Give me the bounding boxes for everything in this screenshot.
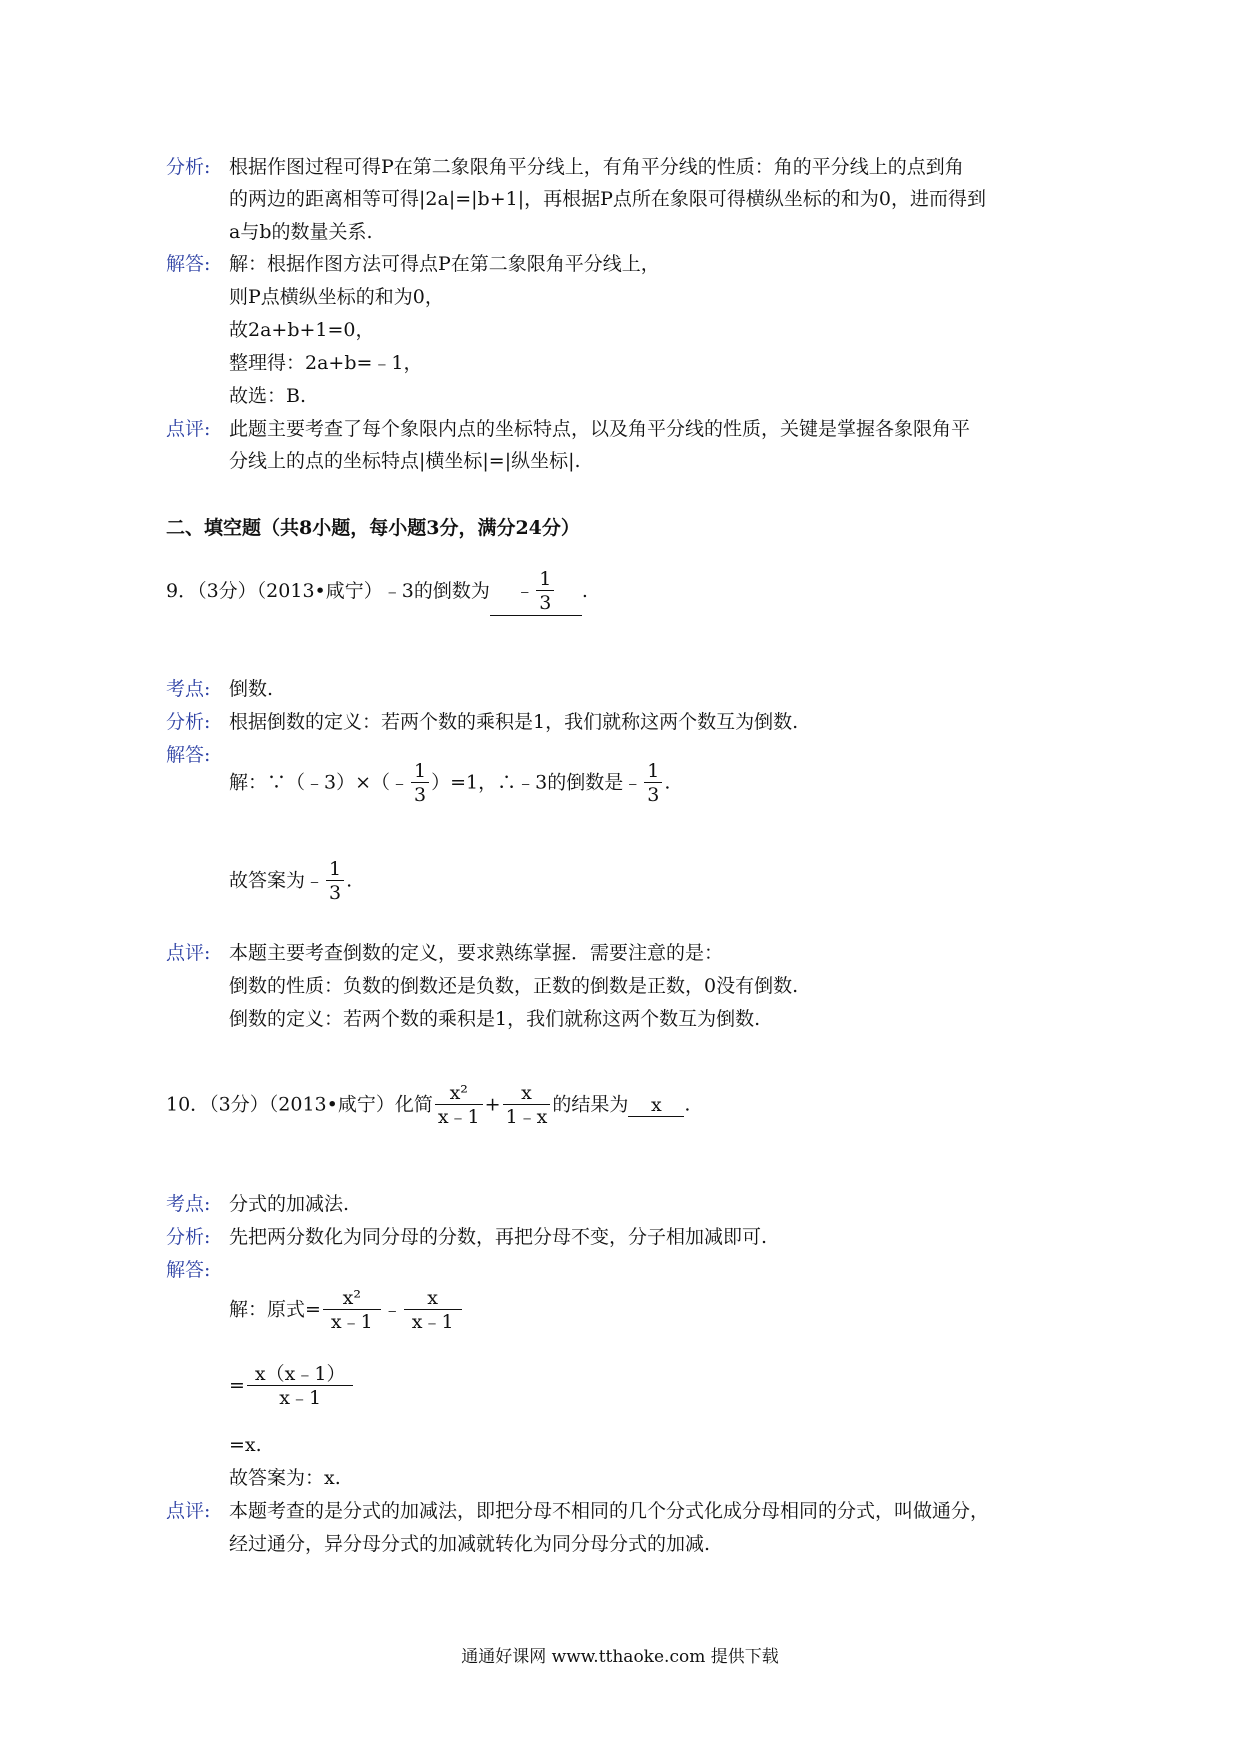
q9-stem [166,568,588,616]
q10-fraction-1 [435,1082,483,1129]
q10-fraction-1-den: x﹣1 [435,1104,483,1129]
q10-sol-fraction-2 [404,1287,462,1334]
q10-solution-line-3: =x. [229,1434,262,1456]
q9-ans-fraction [326,858,344,905]
q9-solution-line [229,760,670,807]
q9-sol-fraction-1 [411,760,429,807]
q10-plus: + [484,1093,501,1116]
q10-fraction-1-num: x² [449,1082,468,1104]
q8-solution-line-2: 则P点横纵坐标的和为0， [229,286,444,308]
q9-analysis: 根据倒数的定义：若两个数的乘积是1，我们就称这两个数互为倒数. [229,711,799,733]
q10-knowledge: 分式的加减法. [229,1193,350,1215]
q9-sol-part-c: . [664,771,671,794]
q10-fraction-2-num: x [521,1082,532,1104]
q9-sol-fraction-2-den: 3 [644,782,662,807]
q9-sol-part-b: ）=1，∴﹣3的倒数是﹣ [431,771,643,794]
q9-analysis-label: 分析: [166,711,211,733]
q10-sol-fraction-3-den: x﹣1 [247,1385,354,1410]
q10-sol-fraction-3 [247,1363,354,1410]
q10-sol-eq: = [229,1374,245,1397]
q9-comment-line-3: 倒数的定义：若两个数的乘积是1，我们就称这两个数互为倒数. [229,1008,761,1030]
q9-answer-blank [490,568,582,616]
q9-knowledge: 倒数. [229,678,274,700]
q9-solution-label: 解答: [166,744,211,766]
q9-answer-sign: ﹣ [515,579,535,602]
q9-sol-part-a: 解：∵（﹣3）×（﹣ [229,771,410,794]
q10-sol-fraction-2-den: x﹣1 [404,1309,462,1334]
q9-sol-fraction-2-num: 1 [647,760,660,782]
q10-sol-part-a: 解：原式= [229,1298,321,1321]
q10-solution-line-1 [229,1287,464,1334]
q10-stem-text: 10．（3分）（2013•咸宁）化简 [166,1093,433,1116]
q10-fraction-2-den: 1﹣x [503,1104,551,1129]
q10-stem-mid: 的结果为 [552,1093,629,1116]
q8-analysis-line-1: 根据作图过程可得P在第二象限角平分线上，有角平分线的性质：角的平分线上的点到角 [229,156,964,178]
q8-comment-label: 点评: [166,418,211,440]
q8-analysis-line-3: a与b的数量关系. [229,221,373,243]
q8-analysis-label: 分析: [166,156,211,178]
q9-sol-fraction-1-num: 1 [414,760,427,782]
q9-comment-line-2: 倒数的性质：负数的倒数还是负数，正数的倒数是正数，0没有倒数. [229,975,799,997]
q10-sol-fraction-1-num: x² [342,1287,361,1309]
q8-solution-line-1: 解：根据作图方法可得点P在第二象限角平分线上， [229,253,660,275]
q10-sol-fraction-2-num: x [427,1287,439,1309]
q9-ans-fraction-den: 3 [326,880,344,905]
q9-knowledge-label: 考点: [166,678,211,700]
q10-sol-fraction-3-num: x（x﹣1） [254,1363,346,1385]
q10-sol-fraction-1 [323,1287,381,1334]
q9-answer-fraction [536,568,554,615]
q8-analysis-line-2: 的两边的距离相等可得|2a|=|b+1|，再根据P点所在象限可得横纵坐标的和为0，进而得到 [229,188,986,210]
q8-solution-line-4: 整理得：2a+b=﹣1， [229,352,423,374]
q10-sol-fraction-1-den: x﹣1 [323,1309,381,1334]
q9-ans-part-b: . [346,869,353,892]
q10-comment-line-2: 经过通分，异分母分式的加减就转化为同分母分式的加减. [229,1533,711,1555]
q10-solution-line-4: 故答案为：x. [229,1467,341,1489]
page-footer: 通通好课网 www.tthaoke.com 提供下载 [461,1647,779,1667]
q9-sol-fraction-2 [644,760,662,807]
q10-solution-label: 解答: [166,1259,211,1281]
q10-stem-end: . [684,1093,691,1116]
q9-answer-line [229,858,352,905]
q10-fraction-2 [503,1082,551,1129]
q10-knowledge-label: 考点: [166,1193,211,1215]
q10-analysis: 先把两分数化为同分母的分数，再把分母不变，分子相加减即可. [229,1226,768,1248]
q9-stem-text: 9．（3分）（2013•咸宁）﹣3的倒数为 [166,580,490,602]
q10-stem [166,1082,690,1129]
q9-stem-end: . [581,580,588,602]
q10-answer-blank: x [628,1094,684,1117]
q10-analysis-label: 分析: [166,1226,211,1248]
q9-answer-denominator: 3 [536,590,554,615]
q9-comment-label: 点评: [166,942,211,964]
q9-sol-fraction-1-den: 3 [411,782,429,807]
q9-comment-line-1: 本题主要考查倒数的定义，要求熟练掌握．需要注意的是： [229,942,724,964]
q8-solution-line-3: 故2a+b+1=0， [229,319,375,341]
q8-comment-line-1: 此题主要考查了每个象限内点的坐标特点，以及角平分线的性质，关键是掌握各象限角平 [229,418,971,440]
q10-sol-minus: ﹣ [382,1298,402,1321]
q8-solution-label: 解答: [166,253,211,275]
q8-comment-line-2: 分线上的点的坐标特点|横坐标|=|纵坐标|. [229,450,581,472]
q10-comment-label: 点评: [166,1500,211,1522]
q9-answer-numerator: 1 [539,568,552,590]
q10-comment-line-1: 本题考查的是分式的加减法，即把分母不相同的几个分式化成分母相同的分式，叫做通分， [229,1500,990,1522]
q10-solution-line-2 [229,1363,355,1410]
q9-ans-part-a: 故答案为﹣ [229,869,325,892]
q9-ans-fraction-num: 1 [329,858,342,880]
q8-solution-line-5: 故选：B. [229,385,307,407]
section-title: 二、填空题（共8小题，每小题3分，满分24分） [166,517,580,539]
